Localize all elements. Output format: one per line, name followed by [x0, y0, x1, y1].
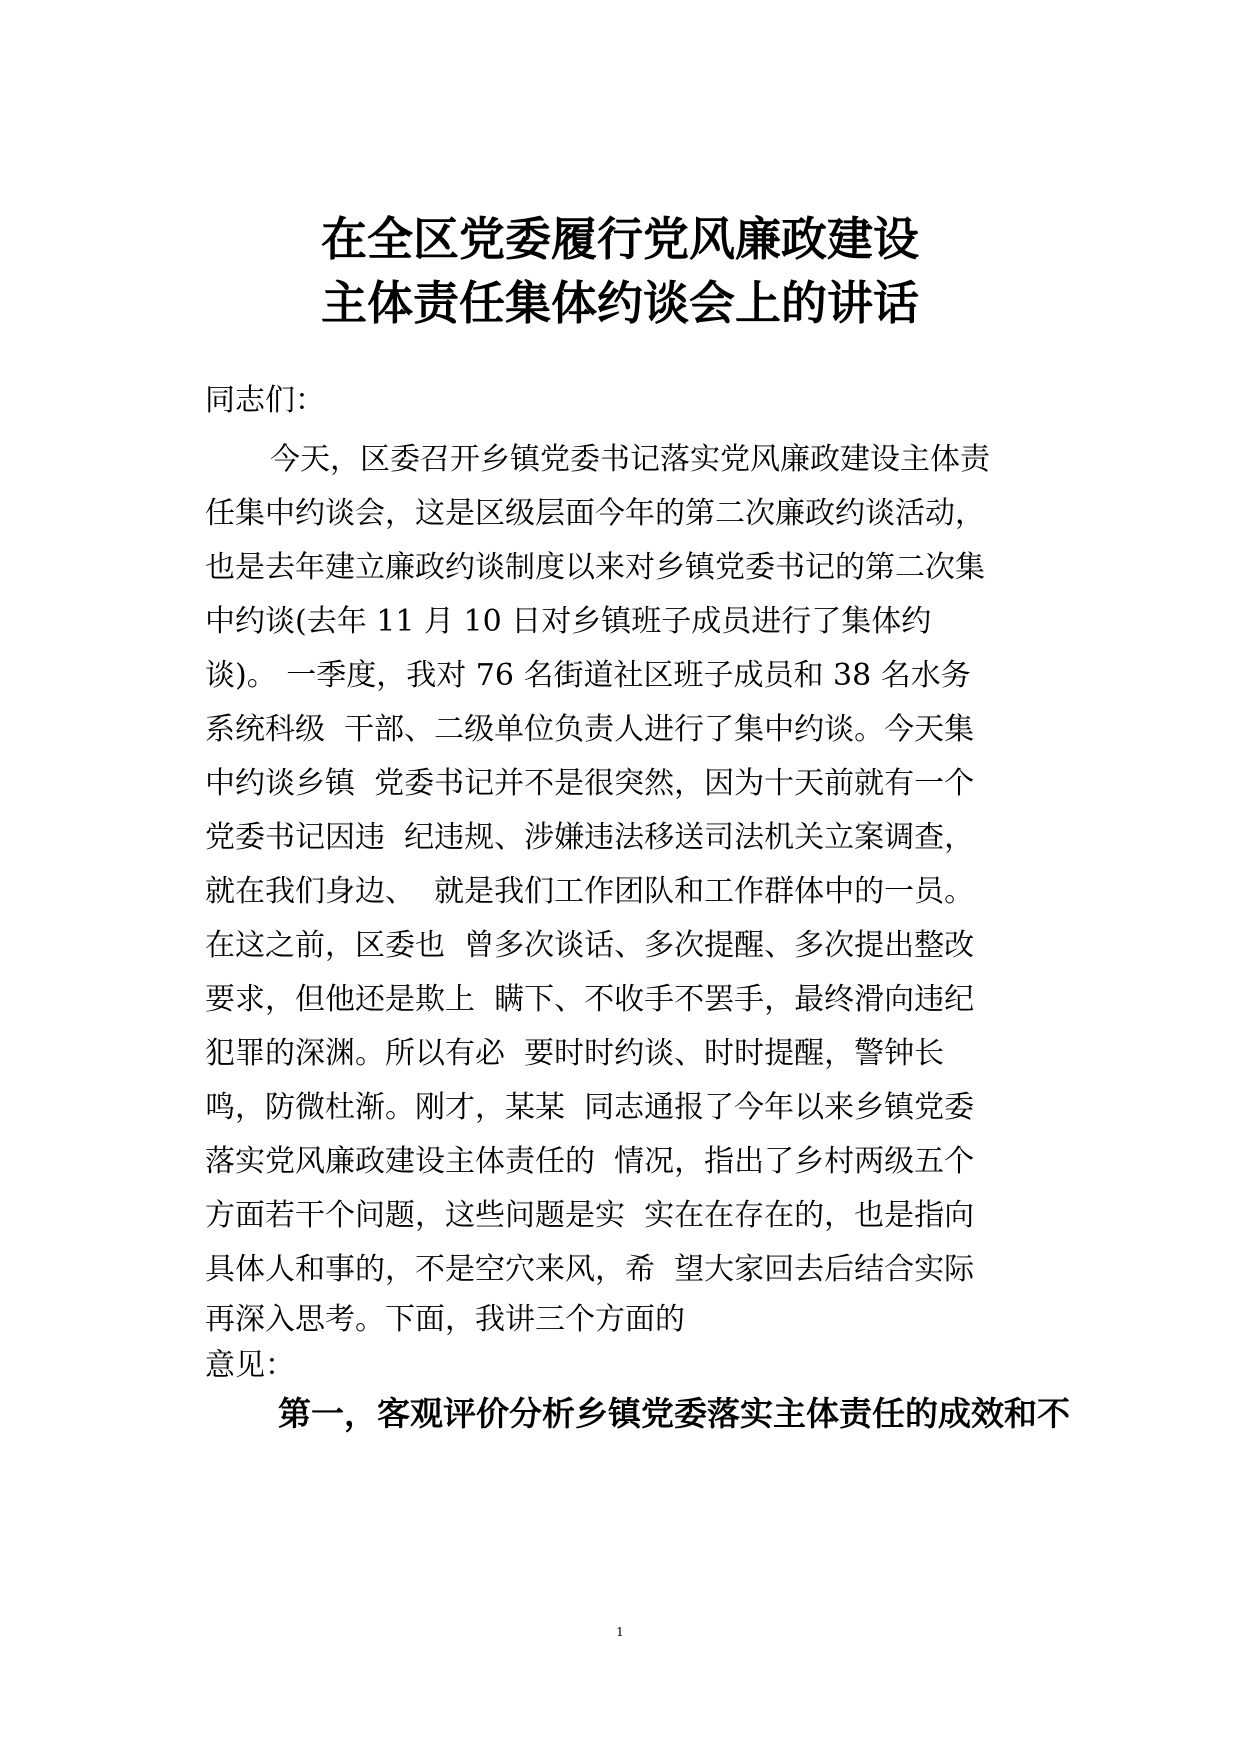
- page-number: 1: [616, 1625, 624, 1639]
- paragraph-line: 在这之前，区委也 曾多次谈话、多次提醒、多次提出整改: [205, 928, 975, 963]
- paragraph-line: 要求，但他还是欺上 瞒下、不收手不罢手，最终滑向违纪: [205, 982, 975, 1017]
- paragraph-line: 系统科级 干部、二级单位负责人进行了集中约谈。今天集: [205, 712, 975, 747]
- paragraph-line: 任集中约谈会，这是区级层面今年的第二次廉政约谈活动，: [205, 496, 985, 531]
- paragraph-line: 今天，区委召开乡镇党委书记落实党风廉政建设主体责: [270, 442, 990, 477]
- paragraph-line: 意见：: [205, 1348, 295, 1383]
- paragraph-line: 中约谈(去年 11 月 10 日对乡镇班子成员进行了集体约: [205, 604, 932, 639]
- paragraph-line: 落实党风廉政建设主体责任的 情况，指出了乡村两级五个: [205, 1144, 975, 1179]
- paragraph-line: 党委书记因违 纪违规、涉嫌违法移送司法机关立案调查，: [205, 820, 975, 855]
- paragraph-line: 方面若干个问题，这些问题是实 实在在存在的，也是指向: [205, 1198, 975, 1233]
- paragraph-line: 就在我们身边、 就是我们工作团队和工作群体中的一员。: [205, 874, 975, 909]
- paragraph-line: 犯罪的深渊。所以有必 要时时约谈、时时提醒，警钟长: [205, 1036, 945, 1071]
- paragraph-line: 也是去年建立廉政约谈制度以来对乡镇党委书记的第二次集: [205, 550, 985, 585]
- paragraph-line: 鸣，防微杜渐。刚才，某某 同志通报了今年以来乡镇党委: [205, 1090, 975, 1125]
- document-title-line-2: 主体责任集体约谈会上的讲话: [321, 276, 919, 330]
- paragraph-line: 中约谈乡镇 党委书记并不是很突然，因为十天前就有一个: [205, 766, 975, 801]
- paragraph-line: 具体人和事的，不是空穴来风，希 望大家回去后结合实际: [205, 1252, 975, 1287]
- section-heading: 第一，客观评价分析乡镇党委落实主体责任的成效和不: [278, 1394, 1070, 1433]
- paragraph-line: 再深入思考。下面，我讲三个方面的: [205, 1302, 685, 1337]
- document-title-line-1: 在全区党委履行党风廉政建设: [321, 212, 919, 266]
- paragraph-line: 谈)。 一季度，我对 76 名街道社区班子成员和 38 名水务: [205, 658, 971, 693]
- salutation: 同志们：: [205, 383, 325, 418]
